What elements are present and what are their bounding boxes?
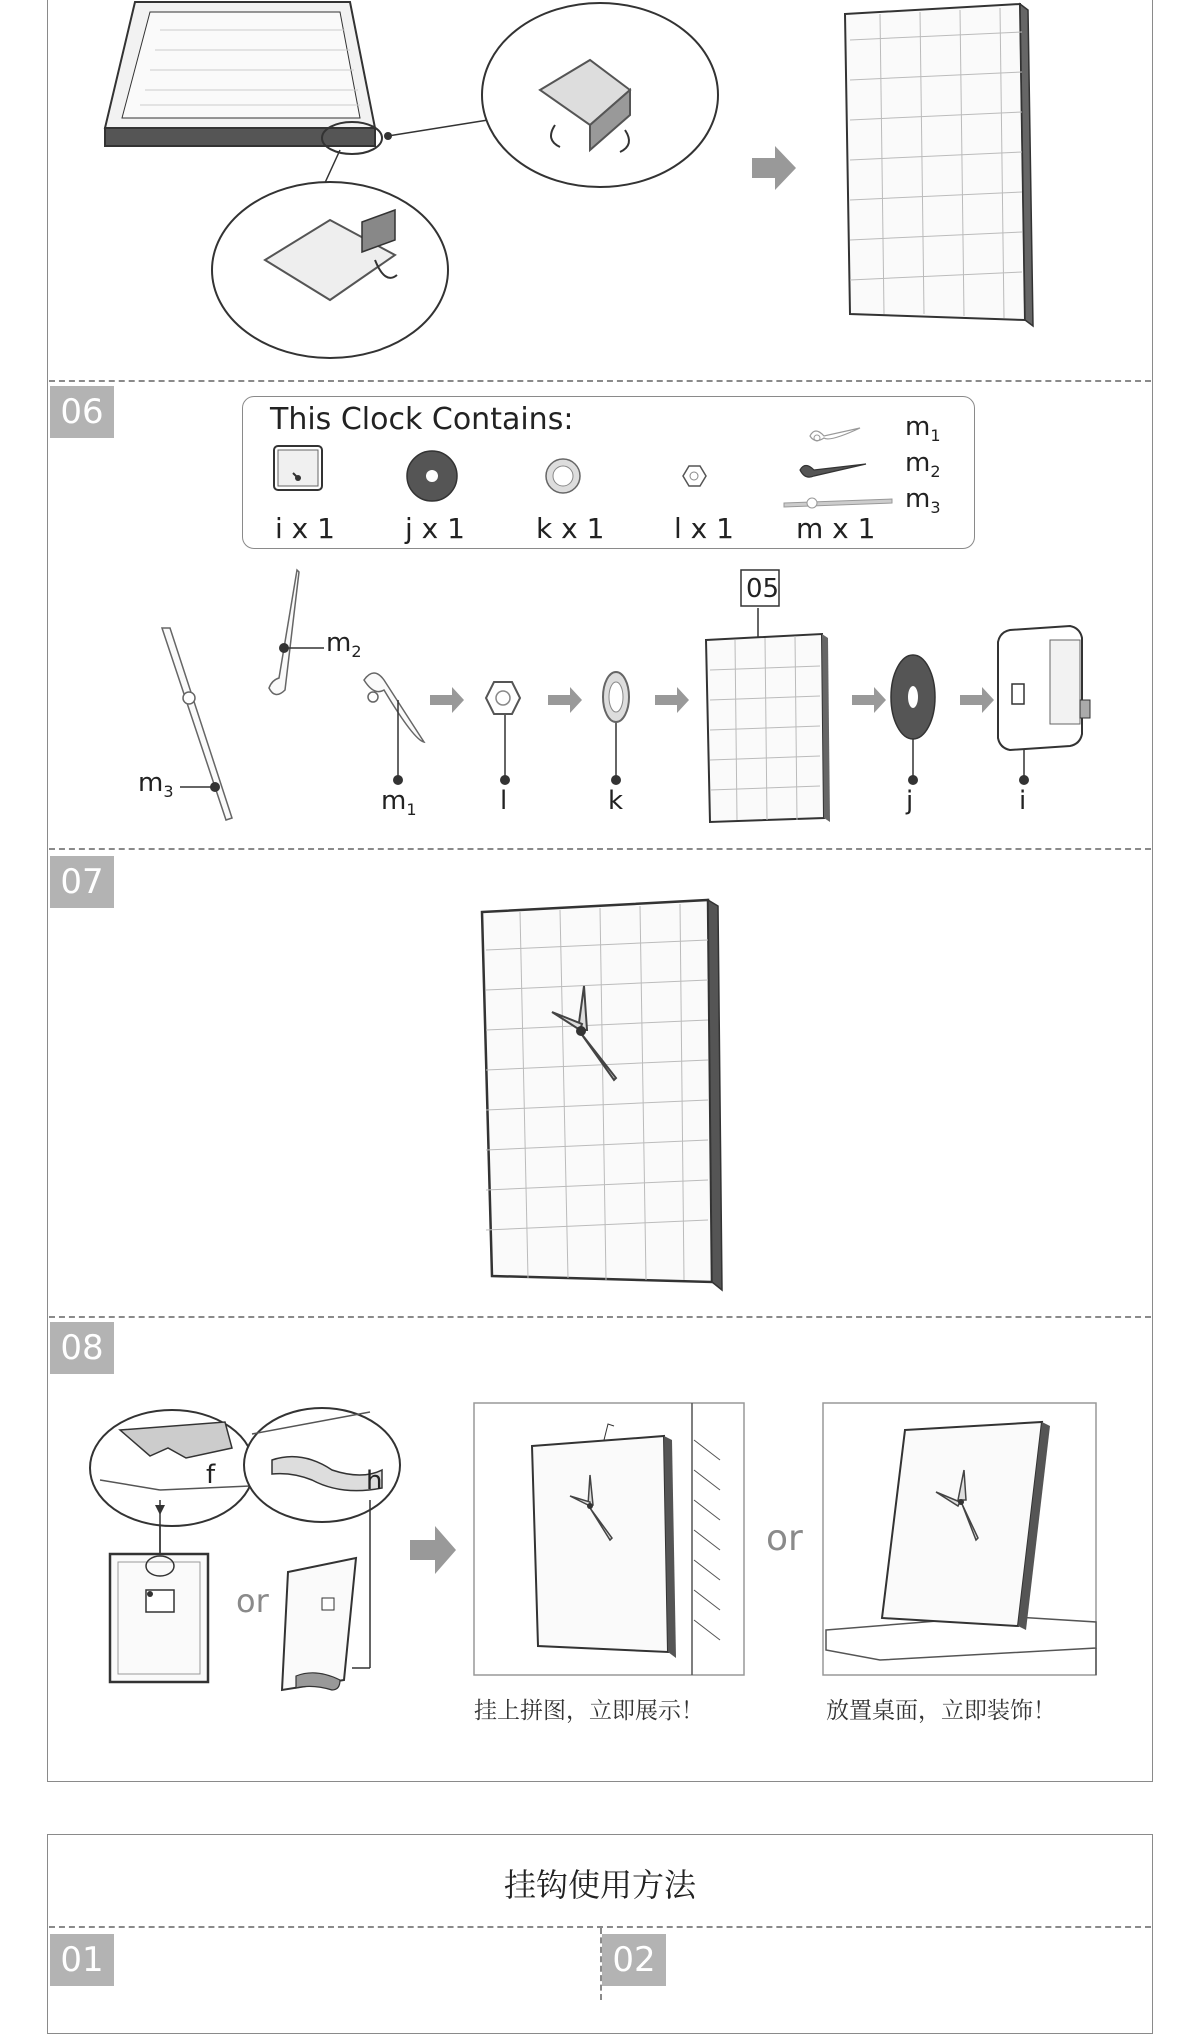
part-m-qty: m x 1: [796, 512, 876, 545]
assembly-label-m3: $m_3$: [138, 768, 174, 802]
assembly-label-m2: $m_2$: [326, 628, 362, 662]
assembly-label-k: k: [608, 786, 624, 816]
assembly-label-l: l: [500, 786, 508, 816]
contains-title: This Clock Contains:: [270, 402, 574, 437]
part-k-qty: k x 1: [536, 512, 605, 545]
assembly-label-j: j: [906, 786, 914, 816]
part-l-qty: l x 1: [674, 512, 734, 545]
hook-usage-title: 挂钩使用方法: [503, 1866, 696, 1904]
hand-label-m2: $m_2$: [905, 448, 941, 482]
hand-label-m3: $m_3$: [905, 484, 941, 518]
hook-step-badge-01: 01: [50, 1934, 114, 1986]
or-label-2: or: [766, 1518, 803, 1559]
part-j-qty: j x 1: [405, 512, 465, 545]
part-i-qty: i x 1: [275, 512, 335, 545]
step-badge-08: 08: [50, 1322, 114, 1374]
or-label-1: or: [236, 1582, 269, 1620]
step-badge-07: 07: [50, 856, 114, 908]
hand-label-m1: $m_1$: [905, 412, 941, 446]
hook-label-f: f: [206, 1460, 216, 1490]
caption-wall: 挂上拼图，立即展示！: [474, 1698, 704, 1724]
assembly-label-i: i: [1019, 786, 1027, 816]
caption-table: 放置桌面，立即装饰！: [826, 1698, 1056, 1724]
hook-step-badge-02: 02: [602, 1934, 666, 1986]
ref-step-05-label: 05: [746, 574, 780, 604]
assembly-label-m1: $m_1$: [381, 786, 417, 820]
step-badge-06: 06: [50, 386, 114, 438]
stand-label-h: h: [366, 1466, 383, 1496]
